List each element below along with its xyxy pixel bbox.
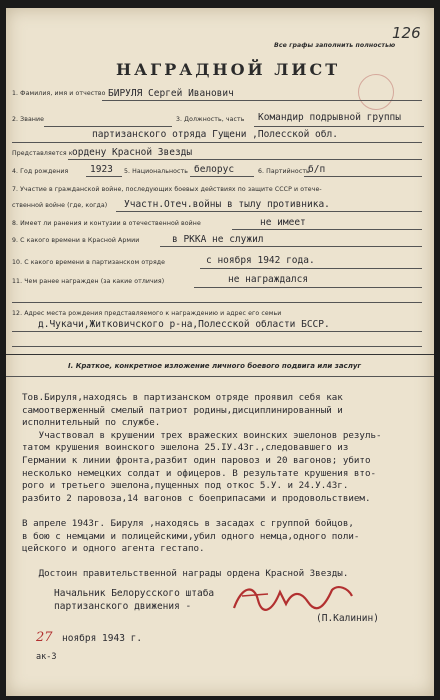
section-title: I. Краткое, конкретное изложение личного боевого подвига или заслуг: [68, 362, 362, 370]
archive-stamp-mark: [358, 74, 394, 110]
field-4-line: [86, 176, 122, 177]
field-11-line-2: [12, 302, 422, 303]
signer-title-line-1: Начальник Белорусского штаба: [54, 588, 215, 599]
field-7-label-b: ственной войне (где, когда): [12, 202, 108, 209]
field-9-label: 9. С какого времени в Красной Армии: [12, 237, 140, 244]
body-line: [22, 505, 382, 518]
field-11-value: не награждался: [228, 274, 309, 285]
page-title: НАГРАДНОЙ ЛИСТ: [116, 60, 341, 79]
field-11-label: 11. Чем ранее награжден (за какие отличия): [12, 278, 165, 285]
signer-name: (П.Калинин): [316, 613, 379, 624]
field-11-line: [194, 287, 422, 288]
field-12-label: 12. Адрес места рождения представляемого к награждению и адрес его семьи: [12, 310, 282, 317]
field-1-label: 1. Фамилия, имя и отчество: [12, 90, 106, 97]
field-10-value: с ноября 1942 года.: [206, 255, 315, 266]
page-number: 126: [392, 24, 421, 42]
field-6-label: 6. Партийность: [258, 168, 310, 175]
field-5-label: 5. Национальность: [124, 168, 188, 175]
handwritten-signature: [228, 578, 358, 618]
footer-code: ак-3: [36, 652, 57, 662]
body-line: рого и третьего эшелона,пущенных под откос 5.У. и 24.У.43г.: [22, 480, 349, 492]
field-7-label-a: 7. Участие в гражданской войне, последующих боевых действиях по защите СССР и отече-: [12, 186, 322, 193]
field-9-line: [160, 246, 422, 247]
body-line: несколько немецких солдат и офицеров. В результате крушения вто-: [22, 467, 377, 479]
field-5-value: белорус: [194, 164, 235, 175]
body-line: разбито 2 паровоза,14 вагонов с боеприпасами и продовольствием.: [22, 492, 371, 504]
signer-title-line-2: партизанского движения -: [54, 601, 192, 612]
section-divider-lower: [6, 376, 434, 377]
presented-line: [68, 159, 422, 160]
body-line: Тов.Бируля,находясь в партизанском отряде проявил себя как: [22, 392, 343, 403]
body-line: татом крушения воинского эшелона 25.IУ.43г.,следовавшего из: [22, 442, 349, 454]
body-line: самоотверженный смелый патриот родины,дисциплинированный и: [22, 404, 343, 416]
field-7-line: [116, 211, 422, 212]
field-8-label: 8. Имеет ли ранения и контузии в отечественной войне: [12, 220, 201, 227]
body-line: исполнительный по службе.: [22, 417, 161, 429]
field-10-label: 10. С какого времени в партизанском отряде: [12, 259, 166, 266]
section-divider: [6, 354, 434, 355]
achievement-body: [22, 392, 382, 581]
body-line: Достоин правительственной награды ордена Красной Звезды.: [22, 568, 349, 580]
date-day: 27: [36, 630, 53, 645]
field-3-line-a: [254, 126, 424, 127]
date-rest: ноября 1943 г.: [62, 633, 143, 644]
field-6-value: б/п: [308, 164, 326, 175]
field-3-value-b: партизанского отряда Гущени ,Полесской обл.: [92, 129, 338, 140]
award-sheet: [6, 8, 434, 696]
field-1-value: БИРУЛЯ Сергей Иванович: [108, 88, 234, 99]
field-12-line: [12, 331, 422, 332]
field-12-value: д.Чукачи,Житковичского р-на,Полесской области БССР.: [38, 319, 330, 330]
field-9-value: в РККА не служил: [172, 234, 264, 245]
body-line: Германии к линии фронта,разбит один паровоз и 20 вагонов; убито: [22, 454, 371, 466]
presented-value: ордену Красной Звезды: [72, 147, 193, 158]
field-12-line-2: [12, 346, 422, 347]
field-2-label: 2. Звание: [12, 116, 45, 123]
field-1-line: [102, 100, 422, 101]
body-line: [22, 556, 382, 569]
field-4-label: 4. Год рождения: [12, 168, 69, 175]
body-line: Участвовал в крушении трех вражеских воинских эшелонов резуль-: [22, 429, 382, 441]
field-10-line: [200, 268, 422, 269]
field-8-value: не имеет: [260, 217, 306, 228]
body-line: в бою с немцами и полицейскими,убил одного немца,одного поли-: [22, 530, 360, 542]
field-6-line: [304, 176, 422, 177]
field-5-line: [190, 176, 254, 177]
presented-label: Представляется к: [12, 150, 73, 157]
field-3-value-a: Командир подрывной группы: [258, 112, 401, 123]
field-2-line: [44, 126, 172, 127]
all-fields-note: Все графы заполнить полностью: [274, 42, 396, 49]
field-3-line-b: [12, 142, 422, 143]
field-7-value: Участн.Отеч.войны в тылу противника.: [124, 199, 330, 210]
field-4-value: 1923: [90, 164, 113, 175]
body-line: В апреле 1943г. Бируля ,находясь в засадах с группой бойцов,: [22, 517, 354, 529]
field-8-line: [232, 229, 422, 230]
body-line: цейского и одного агента гестапо.: [22, 543, 205, 555]
field-3-label: 3. Должность, часть: [176, 116, 245, 123]
